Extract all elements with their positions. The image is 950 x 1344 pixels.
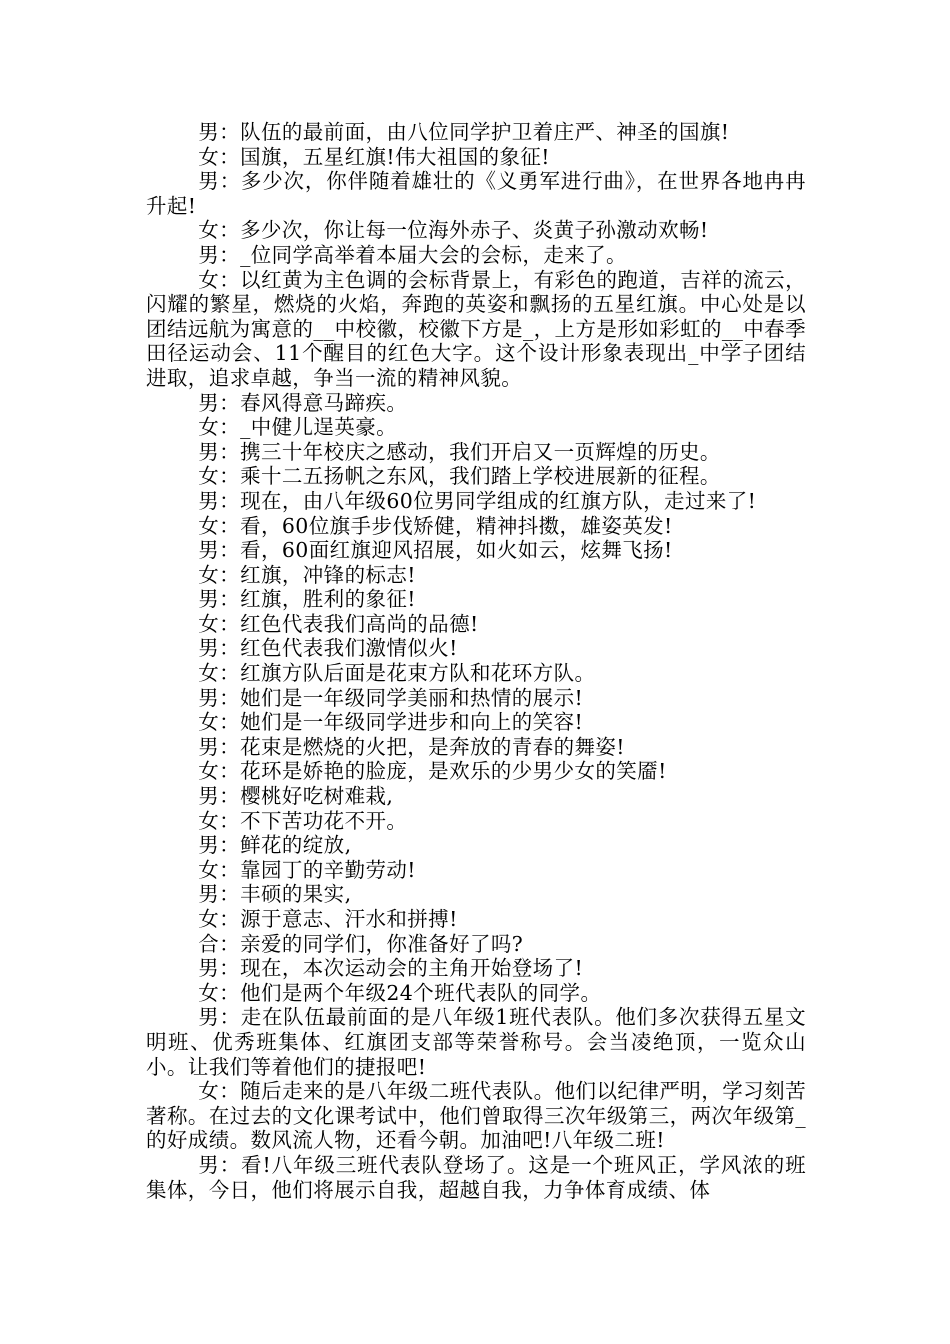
paragraph: 女：乘十二五扬帆之东风，我们踏上学校进展新的征程。 bbox=[198, 464, 721, 489]
paragraph: 女：以红黄为主色调的会标背景上，有彩色的跑道，吉祥的流云，闪耀的繁星，燃烧的火焰，奔跑的英姿和飘扬的五星红旗。中心处是以团结远航为寓意的__中校徽，校徽下方是_，上方是形如彩虹的__中春季田径运动会、11个醒目的红色大字。这个设计形象表现出_中学子团结进取，追求卓越，争当一流的精神风貌。 bbox=[146, 267, 806, 390]
paragraph: 男：鲜花的绽放, bbox=[198, 833, 352, 858]
paragraph: 男：队伍的最前面，由八位同学护卫着庄严、神圣的国旗! bbox=[198, 120, 730, 144]
paragraph: 男：红色代表我们激情似火! bbox=[198, 636, 458, 661]
paragraph: 男：红旗，胜利的象征! bbox=[198, 587, 416, 612]
paragraph: 男：丰硕的果实, bbox=[198, 882, 352, 907]
paragraph: 女：_中健儿逞英豪。 bbox=[198, 415, 398, 440]
paragraph: 女：看，60位旗手步伐矫健，精神抖擞，雄姿英发! bbox=[198, 513, 673, 538]
paragraph: 女：源于意志、汗水和拼搏! bbox=[198, 907, 458, 931]
paragraph: 女：靠园丁的辛勤劳动! bbox=[198, 857, 416, 882]
paragraph: 男：现在，本次运动会的主角开始登场了! bbox=[198, 956, 584, 981]
paragraph: 男：携三十年校庆之感动，我们开启又一页辉煌的历史。 bbox=[198, 439, 721, 464]
paragraph: 男：花束是燃烧的火把，是奔放的青春的舞姿! bbox=[198, 734, 625, 759]
paragraph: 女：花环是娇艳的脸庞，是欢乐的少男少女的笑靥! bbox=[198, 759, 667, 784]
paragraph: 男：樱桃好吃树难栽, bbox=[198, 784, 394, 809]
paragraph: 男：看!八年级三班代表队登场了。这是一个班风正，学风浓的班集体，今日，他们将展示自我，超越自我，力争体育成绩、体 bbox=[146, 1152, 806, 1202]
paragraph: 女：国旗，五星红旗!伟大祖国的象征! bbox=[198, 144, 550, 169]
paragraph: 男：她们是一年级同学美丽和热情的展示! bbox=[198, 685, 584, 710]
paragraph: 女：红色代表我们高尚的品德! bbox=[198, 611, 479, 636]
paragraph: 男：看，60面红旗迎风招展，如火如云，炫舞飞扬! bbox=[198, 538, 673, 563]
paragraph: 男：多少次，你伴随着雄壮的《义勇军进行曲》，在世界各地冉冉升起! bbox=[146, 169, 806, 218]
paragraph: 男：现在，由八年级60位男同学组成的红旗方队，走过来了! bbox=[198, 488, 757, 513]
paragraph: 女：不下苦功花不开。 bbox=[198, 808, 408, 833]
paragraph: 男：春风得意马蹄疾。 bbox=[198, 390, 408, 415]
paragraph: 男：走在队伍最前面的是八年级1班代表队。他们多次获得五星文明班、优秀班集体、红旗团支部等荣誉称号。会当凌绝顶，一览众山小。让我们等着他们的捷报吧! bbox=[146, 1005, 806, 1079]
paragraph: 女：多少次，你让每一位海外赤子、炎黄子孙激动欢畅! bbox=[198, 218, 709, 243]
paragraph: 合：亲爱的同学们，你准备好了吗? bbox=[198, 931, 524, 956]
paragraph: 男：_位同学高举着本届大会的会标，走来了。 bbox=[198, 242, 627, 267]
paragraph: 女：红旗方队后面是花束方队和花环方队。 bbox=[198, 661, 596, 686]
document-body bbox=[146, 120, 806, 1202]
paragraph: 女：随后走来的是八年级二班代表队。他们以纪律严明，学习刻苦著称。在过去的文化课考试中，他们曾取得三次年级第三，两次年级第_的好成绩。数风流人物，还看今朝。加油吧!八年级二班! bbox=[146, 1079, 806, 1153]
paragraph: 女：他们是两个年级24个班代表队的同学。 bbox=[198, 980, 602, 1005]
paragraph: 女：她们是一年级同学进步和向上的笑容! bbox=[198, 710, 584, 735]
paragraph: 女：红旗，冲锋的标志! bbox=[198, 562, 416, 587]
